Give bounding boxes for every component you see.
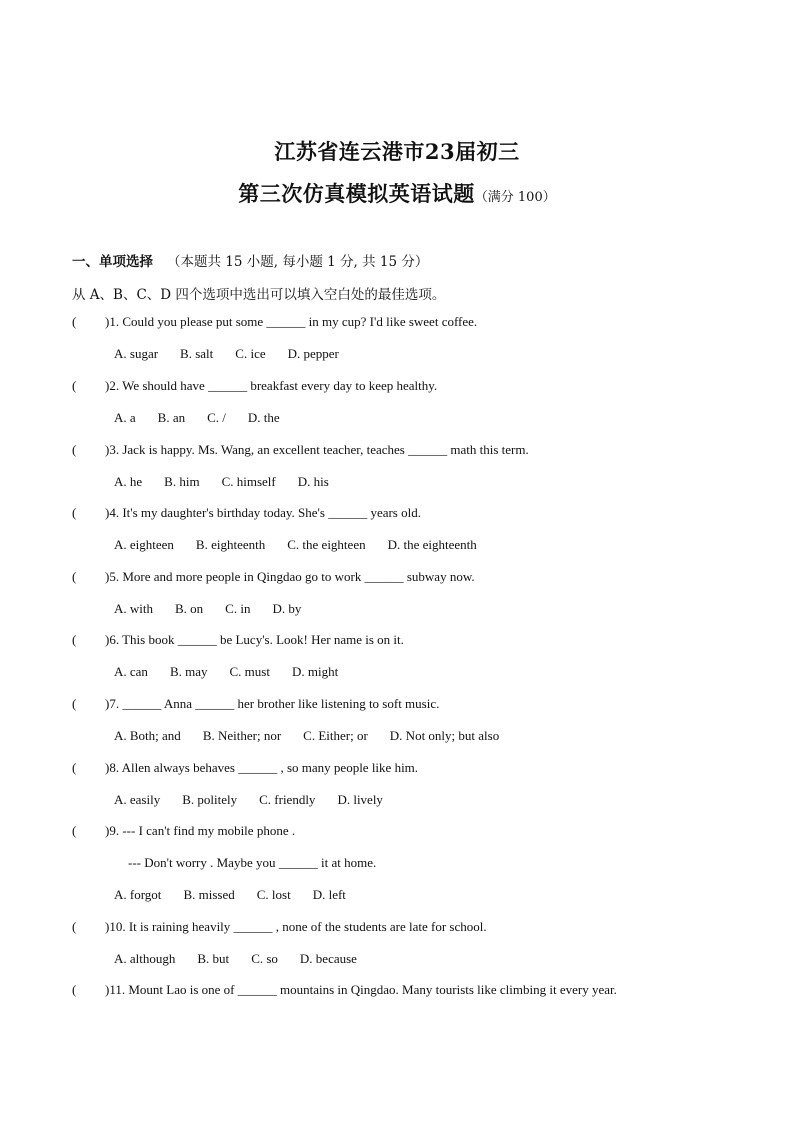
answer-option: B. on (175, 601, 204, 616)
answer-option: C. friendly (259, 792, 316, 807)
question-text: It's my daughter's birthday today. She's ______ years old. (119, 505, 421, 520)
question-number: )9. (105, 823, 120, 838)
answer-option: A. forgot (114, 887, 162, 902)
answer-option: B. an (157, 410, 186, 425)
answer-option: D. left (312, 887, 346, 902)
section-note: （本题共 15 小题, 每小题 1 分, 共 15 分） (167, 254, 429, 270)
answer-option: D. pepper (287, 346, 339, 361)
answer-bracket: ( (72, 919, 77, 934)
question-stem (72, 696, 439, 712)
answer-option: C. Either; or (303, 728, 368, 743)
answer-option: D. lively (337, 792, 383, 807)
question-stem (72, 823, 295, 839)
answer-option: C. must (229, 664, 270, 679)
question-stem (72, 378, 437, 394)
question-text: Mount Lao is one of ______ mountains in Qingdao. Many tourists like climbing it every year. (125, 982, 617, 997)
answer-options (114, 474, 351, 490)
answer-option: B. him (164, 474, 200, 489)
answer-option: A. easily (114, 792, 161, 807)
question-stem (72, 569, 475, 585)
answer-option: D. his (297, 474, 329, 489)
answer-bracket: ( (72, 823, 77, 838)
answer-option: C. / (207, 410, 226, 425)
answer-bracket: ( (72, 378, 77, 393)
answer-option: D. because (299, 951, 357, 966)
question-text: We should have ______ breakfast every day to keep healthy. (119, 378, 438, 393)
answer-option: B. missed (183, 887, 235, 902)
exam-title-line1: 江苏省连云港市23届初三 (274, 139, 520, 164)
question-stem (72, 982, 617, 998)
answer-option: A. with (114, 601, 153, 616)
full-score-note: （满分 100） (474, 190, 556, 205)
answer-bracket: ( (72, 314, 77, 329)
answer-bracket: ( (72, 982, 77, 997)
answer-options (114, 346, 361, 362)
question-number: )5. (105, 569, 120, 584)
answer-option: C. in (225, 601, 251, 616)
answer-options (114, 410, 302, 426)
answer-option: C. lost (256, 887, 291, 902)
answer-option: C. himself (221, 474, 276, 489)
answer-option: D. might (291, 664, 339, 679)
question-stem (72, 314, 477, 330)
question-text: Jack is happy. Ms. Wang, an excellent teacher, teaches ______ math this term. (119, 442, 529, 457)
answer-bracket: ( (72, 760, 77, 775)
question-text: This book ______ be Lucy's. Look! Her name is on it. (119, 632, 404, 647)
exam-title-line2 (0, 178, 794, 208)
answer-options (114, 664, 360, 680)
question-stem (72, 760, 418, 776)
question-text: --- I can't find my mobile phone . (119, 823, 296, 838)
section-instruction: 从 A、B、C、D 四个选项中选出可以填入空白处的最佳选项。 (72, 287, 446, 303)
answer-bracket: ( (72, 696, 77, 711)
question-text: Allen always behaves ______ , so many people like him. (119, 760, 419, 775)
question-number: )1. (105, 314, 120, 329)
answer-options (114, 951, 379, 967)
question-text: More and more people in Qingdao go to work ______ subway now. (119, 569, 475, 584)
answer-option: C. the eighteen (287, 537, 366, 552)
question-stem (72, 919, 487, 935)
answer-option: A. a (114, 410, 136, 425)
question-subline: --- Don't worry . Maybe you ______ it at home. (128, 855, 377, 870)
question-stem (72, 442, 529, 458)
section-heading (72, 250, 428, 270)
question-text: It is raining heavily ______ , none of the students are late for school. (125, 919, 487, 934)
answer-bracket: ( (72, 505, 77, 520)
question-text: ______ Anna ______ her brother like listening to soft music. (119, 696, 440, 711)
question-stem (72, 632, 404, 648)
question-number: )7. (105, 696, 120, 711)
answer-option: A. he (114, 474, 143, 489)
answer-options (114, 537, 499, 553)
answer-bracket: ( (72, 442, 77, 457)
answer-bracket: ( (72, 632, 77, 647)
answer-option: D. Not only; but also (389, 728, 500, 743)
answer-option: A. eighteen (114, 537, 174, 552)
question-number: )10. (105, 919, 126, 934)
answer-options (114, 601, 323, 617)
answer-options (114, 728, 521, 744)
answer-option: A. sugar (114, 346, 159, 361)
question-number: )4. (105, 505, 120, 520)
answer-option: B. salt (180, 346, 214, 361)
answer-bracket: ( (72, 569, 77, 584)
answer-option: B. but (197, 951, 230, 966)
answer-option: C. ice (235, 346, 266, 361)
answer-option: B. politely (182, 792, 238, 807)
answer-option: A. Both; and (114, 728, 181, 743)
answer-option: D. the (247, 410, 280, 425)
answer-option: B. eighteenth (195, 537, 266, 552)
answer-options (114, 887, 368, 903)
answer-option: B. Neither; nor (202, 728, 282, 743)
section-title: 一、单项选择 (72, 254, 153, 270)
question-number: )3. (105, 442, 120, 457)
question-text: Could you please put some ______ in my cup? I'd like sweet coffee. (119, 314, 478, 329)
question-stem (72, 505, 421, 521)
answer-option: B. may (169, 664, 208, 679)
answer-option: A. although (114, 951, 176, 966)
answer-options (114, 792, 405, 808)
question-number: )11. (105, 982, 126, 997)
question-number: )8. (105, 760, 120, 775)
exam-title-main: 第三次仿真模拟英语试题 (238, 181, 475, 206)
answer-option: C. so (251, 951, 278, 966)
answer-option: A. can (114, 664, 148, 679)
question-number: )2. (105, 378, 120, 393)
answer-option: D. by (272, 601, 302, 616)
question-number: )6. (105, 632, 120, 647)
answer-option: D. the eighteenth (387, 537, 477, 552)
